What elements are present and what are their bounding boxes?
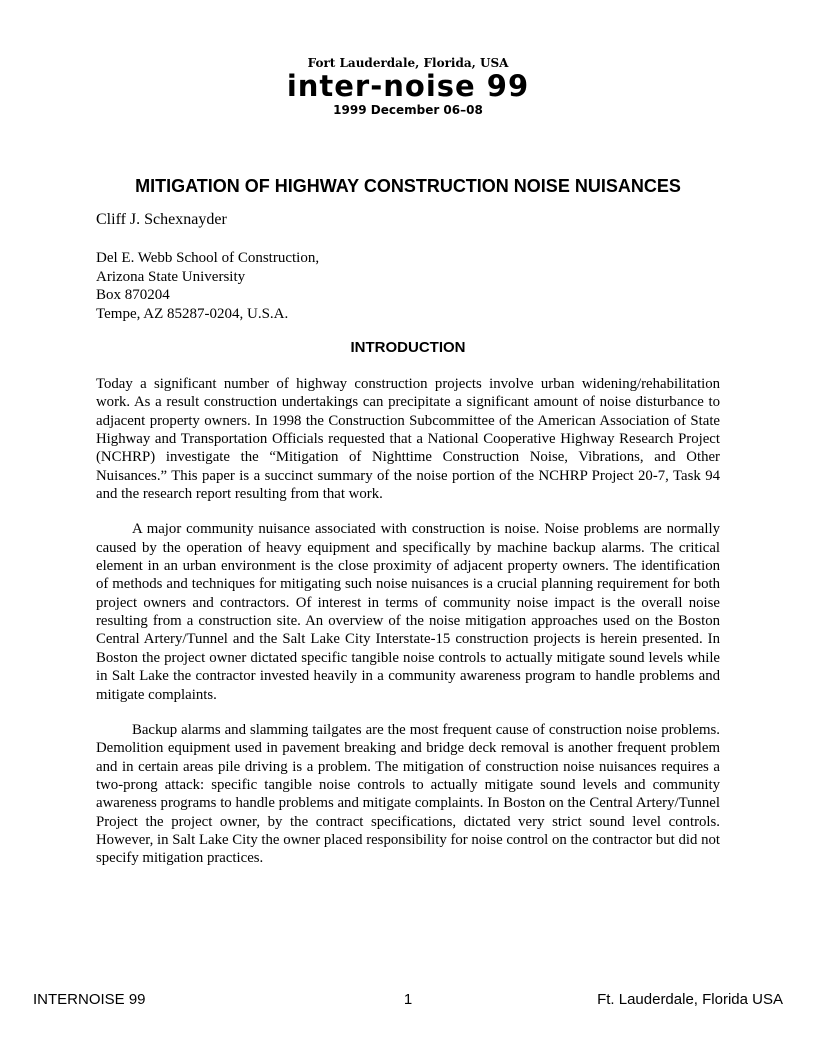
paragraph: Backup alarms and slamming tailgates are the most frequent cause of construction noise problems. Demolition equipment used in pavement breaking and bridge deck removal is another frequent problem and in certain areas pile driving is a problem. The mitigation of construction noise nuisances requires a two-prong attack: specific tangible noise controls to actually mitigate sound levels and community awareness programs to handle problems and mitigate complaints. In Boston on the Central Artery/Tunnel Project the project owner, by the contract specifications, dictated very strict sound level controls. However, in Salt Lake City the owner placed responsibility for noise control on the contractor but did not specify mitigation practices. bbox=[96, 721, 721, 867]
affiliation-line: Box 870204 bbox=[96, 287, 170, 304]
conference-location: Fort Lauderdale, Florida, USA bbox=[307, 56, 509, 70]
section-heading: INTRODUCTION bbox=[350, 339, 466, 356]
affiliation-line: Del E. Webb School of Construction, bbox=[96, 250, 320, 266]
author-affiliation bbox=[96, 249, 319, 323]
paragraph: Today a significant number of highway construction projects involve urban widening/rehabilitation work. As a result construction undertakings can precipitate a significant amount of noise disturbance to adjacent property owners. In 1998 the Construction Subcommittee of the American Association of State Highway and Transportation Officials requested that a National Cooperative Highway Research Project (NCHRP) investigate the “Mitigation of Nighttime Construction Noise, Vibrations, and Other Nuisances.” This paper is a succinct summary of the noise portion of the NCHRP Project 20-7, Task 94 and the research report resulting from that work. bbox=[96, 376, 720, 503]
footer-location: Ft. Lauderdale, Florida USA bbox=[597, 991, 783, 1008]
conference-dates: 1999 December 06–08 bbox=[333, 103, 483, 117]
affiliation-line: Arizona State University bbox=[96, 268, 246, 285]
author-name: Cliff J. Schexnayder bbox=[96, 211, 227, 228]
body-text bbox=[96, 375, 720, 885]
affiliation-line: Tempe, AZ 85287-0204, U.S.A. bbox=[96, 305, 289, 322]
footer-conference-name: INTERNOISE 99 bbox=[33, 991, 146, 1008]
paper-title: MITIGATION OF HIGHWAY CONSTRUCTION NOISE NUISANCES bbox=[135, 176, 681, 196]
paragraph: A major community nuisance associated with construction is noise. Noise problems are normally caused by the operation of heavy equipment and specifically by machine backup alarms. The critical element in an urban environment is the close proximity of adjacent property owners. The identification of methods and techniques for mitigating such noise nuisances is a crucial planning requirement for both project owners and contractors. Of interest in terms of community noise impact is the overall noise resulting from a construction site. An overview of the noise mitigation approaches used on the Boston Central Artery/Tunnel and the Salt Lake City Interstate-15 construction projects is herein presented. In Boston the project owner dictated specific tangible noise controls to actually mitigate sound levels while in Salt Lake the contractor invested heavily in a community awareness program to handle problems and mitigate complaints. bbox=[96, 521, 720, 703]
conference-logo: inter-noise 99 bbox=[286, 69, 530, 103]
conference-header bbox=[0, 55, 816, 117]
footer-page-number: 1 bbox=[403, 991, 413, 1008]
page-footer bbox=[33, 990, 783, 1012]
